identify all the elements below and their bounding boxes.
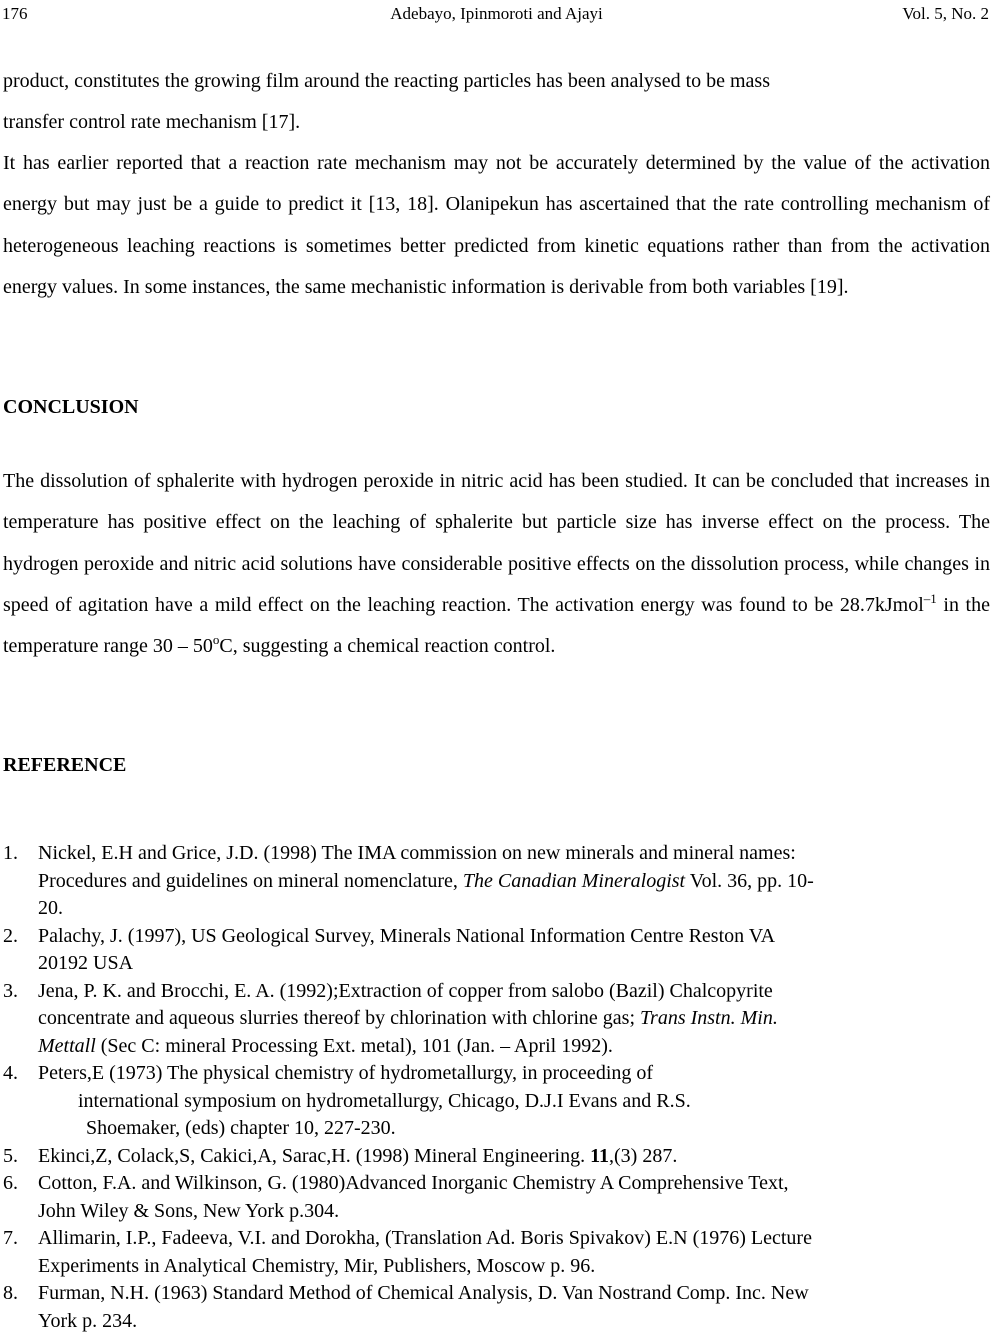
reference-item	[0, 923, 985, 978]
reference-number: 1.	[3, 842, 18, 864]
reference-list	[0, 840, 985, 1335]
reference-number: 3.	[3, 979, 18, 1002]
reference-text: Procedures and guidelines on mineral nomenclature,	[38, 869, 463, 892]
reference-item	[0, 1280, 985, 1335]
running-authors: Adebayo, Ipinmoroti and Ajayi	[390, 4, 603, 23]
reference-line	[38, 1005, 985, 1033]
conclusion-paragraph	[3, 461, 990, 667]
reference-line: Shoemaker, (eds) chapter 10, 227-230.	[86, 1117, 396, 1139]
page-number: 176	[2, 4, 28, 23]
journal-title: The Canadian Mineralogist	[462, 869, 686, 892]
journal-title: Trans Instn. Min.	[640, 1007, 778, 1029]
reference-text: Ekinci,Z, Colack,S, Cakici,A, Sarac,H. (1998) Mineral Engineering.	[38, 1144, 591, 1167]
reference-line: Peters,E (1973) The physical chemistry of hydrometallurgy, in proceeding of	[38, 1062, 654, 1084]
reference-line	[38, 1143, 985, 1171]
reference-line: 20.	[38, 897, 63, 919]
reference-line: John Wiley & Sons, New York p.304.	[38, 1199, 340, 1222]
reference-item	[0, 1225, 985, 1280]
reference-text: concentrate and aqueous slurries thereof by chlorination with chlorine gas;	[38, 1007, 641, 1029]
paragraph-continued	[3, 61, 990, 144]
reference-line: 20192 USA	[38, 952, 134, 974]
running-header	[0, 0, 993, 30]
reference-text: ,(3) 287.	[609, 1144, 678, 1167]
conclusion-text-part: in the temperature range 30 – 50	[3, 593, 990, 658]
paragraph-activation-energy	[3, 143, 990, 308]
reference-text: (Sec C: mineral Processing Ext. metal), 101 (Jan. – April 1992).	[95, 1034, 613, 1057]
reference-number: 7.	[3, 1227, 18, 1249]
reference-line: Experiments in Analytical Chemistry, Mir, Publishers, Moscow p. 96.	[38, 1254, 596, 1277]
reference-number: 2.	[3, 924, 18, 947]
reference-number: 6.	[3, 1172, 18, 1194]
paragraph-text: It has earlier reported that a reaction rate mechanism may not be accurately determined by the value of the activation energy but may just be a guide to predict it [13, 18]. Olanipekun has ascertained that the rate controlling mechanism of heterogeneous leaching reactions is sometimes better predicted from kinetic equations rather than from the activation energy values. In some instances, the same mechanistic information is derivable from both variables [19].	[3, 152, 990, 298]
reference-line: Nickel, E.H and Grice, J.D. (1998) The IMA commission on new minerals and mineral names:	[38, 842, 796, 864]
reference-item	[0, 840, 985, 923]
section-heading-reference: REFERENCE	[3, 754, 127, 776]
reference-item	[0, 1170, 985, 1225]
journal-title: Mettall	[38, 1034, 96, 1057]
reference-line: Allimarin, I.P., Fadeeva, V.I. and Dorokha, (Translation Ad. Boris Spivakov) E.N (1976) Lecture	[38, 1227, 812, 1249]
paragraph-line: product, constitutes the growing film around the reacting particles has been analysed to be mass	[3, 70, 771, 92]
reference-line: Furman, N.H. (1963) Standard Method of Chemical Analysis, D. Van Nostrand Comp. Inc. New	[38, 1282, 809, 1304]
reference-number: 8.	[3, 1282, 18, 1304]
superscript-minus-one: –1	[923, 590, 937, 606]
section-heading-conclusion: CONCLUSION	[3, 396, 139, 418]
volume-number: 11	[590, 1144, 609, 1167]
volume-info: Vol. 5, No. 2	[902, 4, 989, 23]
reference-line	[38, 1033, 985, 1061]
reference-number: 5.	[3, 1144, 18, 1167]
reference-number: 4.	[3, 1062, 18, 1084]
reference-line: Cotton, F.A. and Wilkinson, G. (1980)Advanced Inorganic Chemistry A Comprehensive Text,	[38, 1172, 789, 1194]
reference-text: Vol. 36, pp. 10-	[685, 869, 814, 892]
reference-line: York p. 234.	[38, 1309, 138, 1332]
reference-line: Palachy, J. (1997), US Geological Survey, Minerals National Information Centre Reston VA	[38, 924, 776, 947]
conclusion-text-part: The dissolution of sphalerite with hydrogen peroxide in nitric acid has been studied. It can be concluded that increases in temperature has positive effect on the leaching of sphalerite but particle size has inverse effect on the process. The hydrogen peroxide and nitric acid solutions have considerable positive effects on the dissolution process, while changes in speed of agitation have a mild effect on the leaching reaction. The activation energy was found to be 28.7kJmol	[3, 470, 990, 616]
degree-superscript: o	[212, 632, 220, 648]
reference-line	[38, 868, 985, 896]
reference-line: international symposium on hydrometallurgy, Chicago, D.J.I Evans and R.S.	[78, 1089, 691, 1112]
reference-item	[0, 1060, 985, 1143]
conclusion-text-part: C, suggesting a chemical reaction control.	[219, 635, 556, 658]
reference-item	[0, 1143, 985, 1171]
reference-item	[0, 978, 985, 1061]
conclusion-text	[3, 461, 990, 667]
paragraph-line: transfer control rate mechanism [17].	[3, 111, 301, 134]
reference-line: Jena, P. K. and Brocchi, E. A. (1992);Extraction of copper from salobo (Bazil) Chalcopyrite	[38, 979, 773, 1002]
